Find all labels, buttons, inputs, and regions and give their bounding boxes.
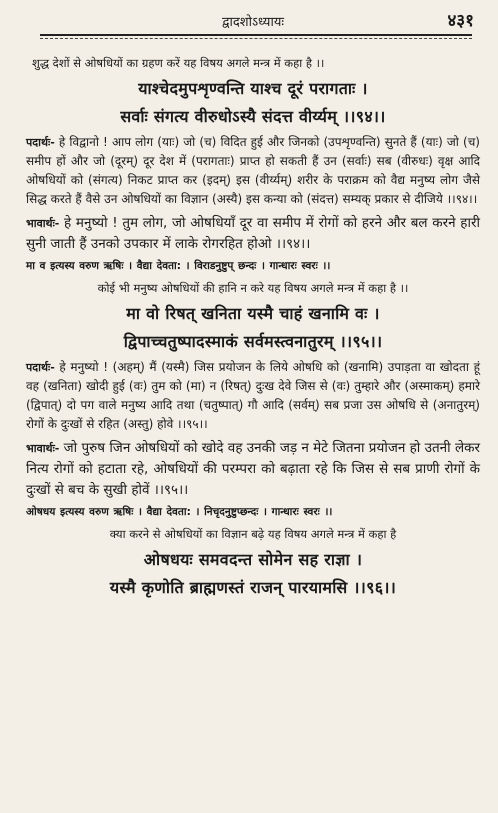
mantra-meta: ओषधय इत्यस्य वरुण ऋषिः । वैद्या देवता: । निचृदनुष्टुप्छन्दः । गान्धारः स्वरः ।। bbox=[26, 506, 333, 518]
mantra-line: मा वो रिषत् खनिता यस्मै चाहं खनामि वः । bbox=[126, 304, 380, 323]
header-rule bbox=[40, 34, 472, 36]
para-text: हे विद्वानो ! आप लोग (याः) जो (च) विदित हुई और जिनको (उपशृण्वन्ति) सुनते हैं (याः) जो (च) समीप हों और जो (दूरम्) दूर देश में (परागताः) प्राप्त हो सकती हैं उन (सर्वाः) सब (वीरुधः) वृक्ष आदि ओषधियों को (संगत्य) निकट प्राप्त कर (इदम्) इस (वीर्य्यम्) शरीर के पराक्रम को वैद्य मनुष्य लोग जैसे सिद्ध करते हैं वैसे उन ओषधियों का विज्ञान (अस्यै) इस कन्या को (संदत्त) सम्यक् प्रकार से दीजिये ।।९४।। bbox=[26, 135, 480, 206]
para-label: पदार्थः- bbox=[26, 136, 55, 149]
page-number: ४३१ bbox=[447, 11, 474, 31]
padartha-paragraph bbox=[26, 133, 480, 209]
para-label: भावार्थः- bbox=[26, 442, 60, 455]
page-body bbox=[26, 46, 480, 604]
intro-line: कोई भी मनुष्य ओषधियों की हानि न करे यह विषय अगले मन्त्र में कहा है ।। bbox=[97, 281, 409, 295]
page-header bbox=[26, 0, 480, 40]
intro-line: शुद्ध देशों से ओषधियों का ग्रहण करें यह विषय अगले मन्त्र में कहा है ।। bbox=[32, 56, 325, 70]
para-text: हे मनुष्यो ! (अहम्) मैं (यस्मै) जिस प्रयोजन के लिये ओषधि को (खनामि) उपाड़ता वा खोदता हूं वह (खनिता) खोदी हुई (वः) तुम को (मा) न (रिषत्) दुःख देवे जिस से (वः) तुम्हारे और (अस्माकम्) हमारे (द्विपात्) दो पग वाले मनुष्य आदि तथा (चतुष्पात्) गौ आदि (सर्वम्) सब प्रजा उस ओषधि से (अनातुरम्) रोगों के दुःखों से रहित (अस्तु) होवे ।।९५।। bbox=[26, 360, 480, 431]
para-text: जो पुरुष जिन ओषधियों को खोदे वह उनकी जड़ न मेटे जितना प्रयोजन हो उतनी लेकर नित्य रोगों को हटाता रहे, ओषधियों की परम्परा को बढ़ाता रहे कि जिस से सब प्राणी रोगों के दुःखों से बच के सुखी होवें ।।९५।। bbox=[26, 440, 480, 498]
mantra-line: याश्चेदमुपशृण्वन्ति याश्च दूरं परागताः । bbox=[138, 79, 368, 98]
padartha-paragraph bbox=[26, 358, 480, 434]
mantra-line: द्विपाच्चतुष्पादस्माकं सर्वमस्त्वनातुरम् ।।९५।। bbox=[123, 332, 383, 351]
mantra-line: यस्मै कृणोति ब्राह्मणस्तं राजन् पारयामसि ।।९६।। bbox=[109, 578, 397, 597]
bhavartha-paragraph bbox=[26, 438, 480, 501]
para-label: भावार्थः- bbox=[26, 217, 60, 230]
intro-line: क्या करने से ओषधियों का विज्ञान बढ़े यह विषय अगले मन्त्र में कहा है bbox=[109, 527, 397, 541]
mantra-meta: मा व इत्यस्य वरुण ऋषिः । वैद्या देवता: । विराडनुष्टुप् छन्दः । गान्धारः स्वरः ।। bbox=[26, 260, 331, 272]
header-rule-dashed bbox=[40, 38, 472, 39]
bhavartha-paragraph bbox=[26, 213, 480, 255]
para-text: हे मनुष्यो ! तुम लोग, जो ओषधियाँ दूर वा समीप में रोगों को हरने और बल करने हारी सुनी जाती हैं उनको उपकार में लाके रोगरहित होओ ।।९४।। bbox=[26, 215, 480, 252]
chapter-title: द्वादशोऽध्यायः bbox=[222, 15, 284, 30]
mantra-line: ओषधयः समवदन्त सोमेन सह राज्ञा । bbox=[143, 550, 363, 569]
para-label: पदार्थः- bbox=[26, 361, 55, 374]
mantra-line: सर्वाः संगत्य वीरुधोऽस्यै संदत्त वीर्य्यम् ।।९४।। bbox=[120, 107, 386, 126]
